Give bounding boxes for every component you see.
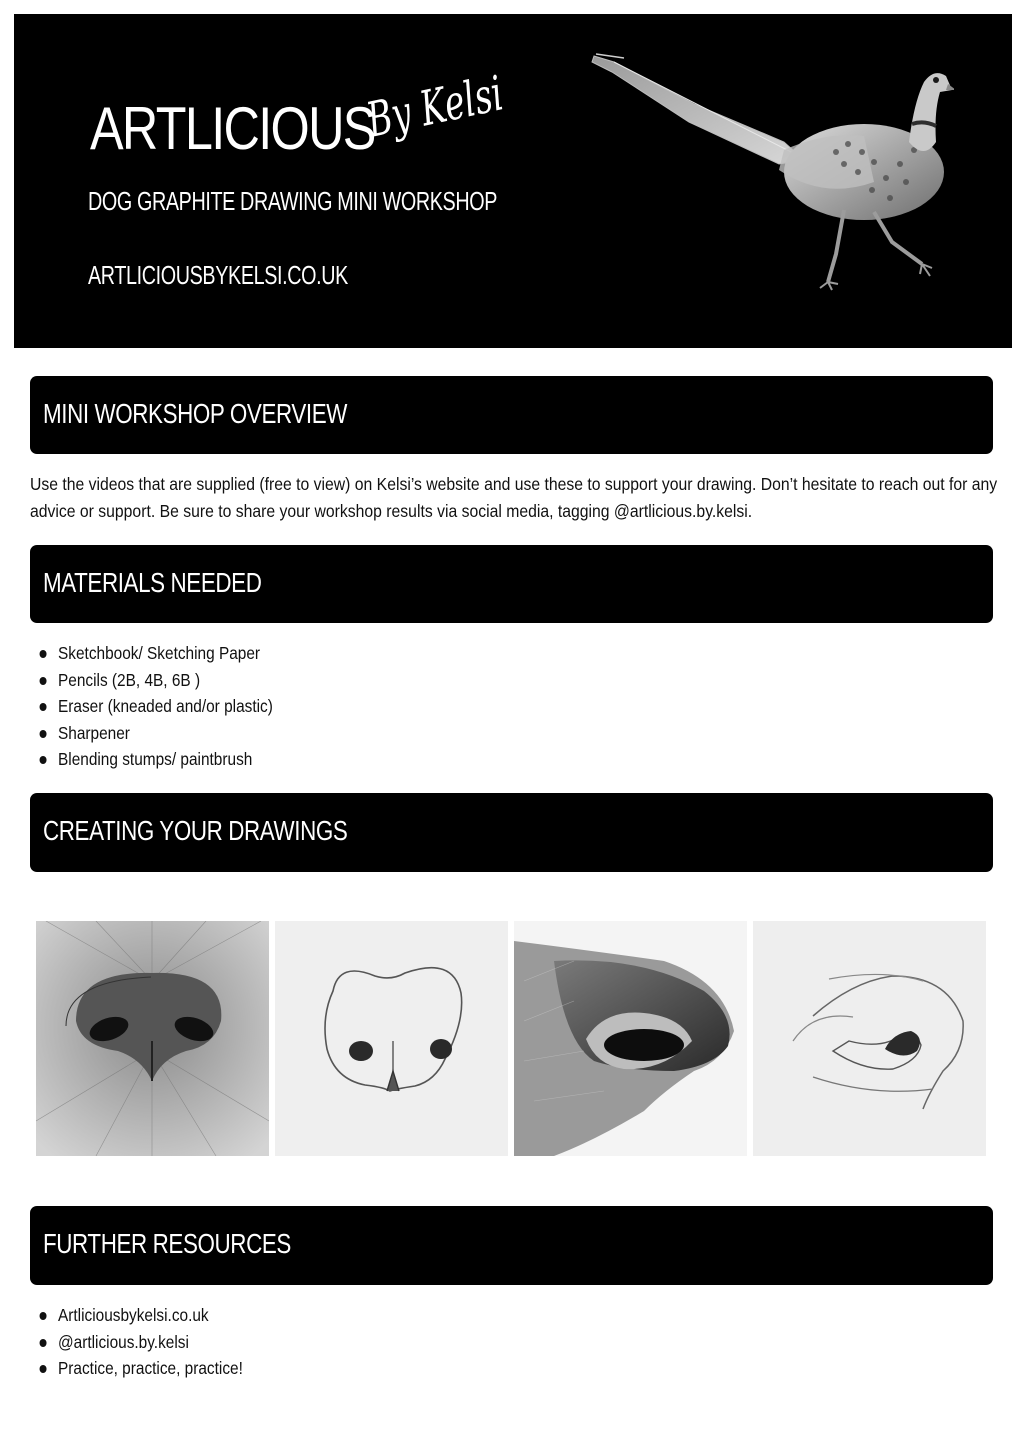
list-item: Artliciousbykelsi.co.uk — [36, 1302, 243, 1329]
workshop-subtitle: DOG GRAPHITE DRAWING MINI WORKSHOP — [88, 186, 498, 216]
section-title-resources: FURTHER RESOURCES — [43, 1228, 291, 1259]
section-title-creating: CREATING YOUR DRAWINGS — [43, 815, 348, 846]
list-item: Eraser (kneaded and/or plastic) — [36, 693, 273, 720]
photo-outline-nose-side — [753, 921, 986, 1156]
overview-paragraph: Use the videos that are supplied (free to view) on Kelsi’s website and use these to support your drawing. Don’t hesitate to reach out for any advice or support. Be sure to share your workshop results via social media, tagging @artlicious.by.kelsi. — [30, 474, 998, 521]
photo-finished-nose-front — [36, 921, 269, 1156]
website-url: ARTLICIOUSBYKELSI.CO.UK — [88, 260, 348, 290]
resources-list — [36, 1302, 243, 1382]
photo-finished-nose-side — [514, 921, 747, 1156]
list-item: Blending stumps/ paintbrush — [36, 746, 273, 773]
list-item: Sketchbook/ Sketching Paper — [36, 640, 273, 667]
list-item: @artlicious.by.kelsi — [36, 1329, 243, 1356]
materials-list — [36, 640, 273, 773]
pheasant-illustration — [574, 32, 954, 302]
brand-name: ARTLICIOUS — [90, 95, 375, 162]
brand-signature: By Kelsi — [362, 65, 508, 149]
list-item: Pencils (2B, 4B, 6B ) — [36, 667, 273, 694]
list-item: Sharpener — [36, 720, 273, 747]
photo-outline-nose-front — [275, 921, 508, 1156]
section-header-materials — [30, 545, 993, 623]
list-item: Practice, practice, practice! — [36, 1355, 243, 1382]
section-title-materials: MATERIALS NEEDED — [43, 567, 262, 598]
header-banner — [14, 14, 1012, 348]
section-header-resources — [30, 1206, 993, 1285]
section-title-overview: MINI WORKSHOP OVERVIEW — [43, 398, 348, 429]
section-header-overview — [30, 376, 993, 454]
section-header-creating — [30, 793, 993, 872]
